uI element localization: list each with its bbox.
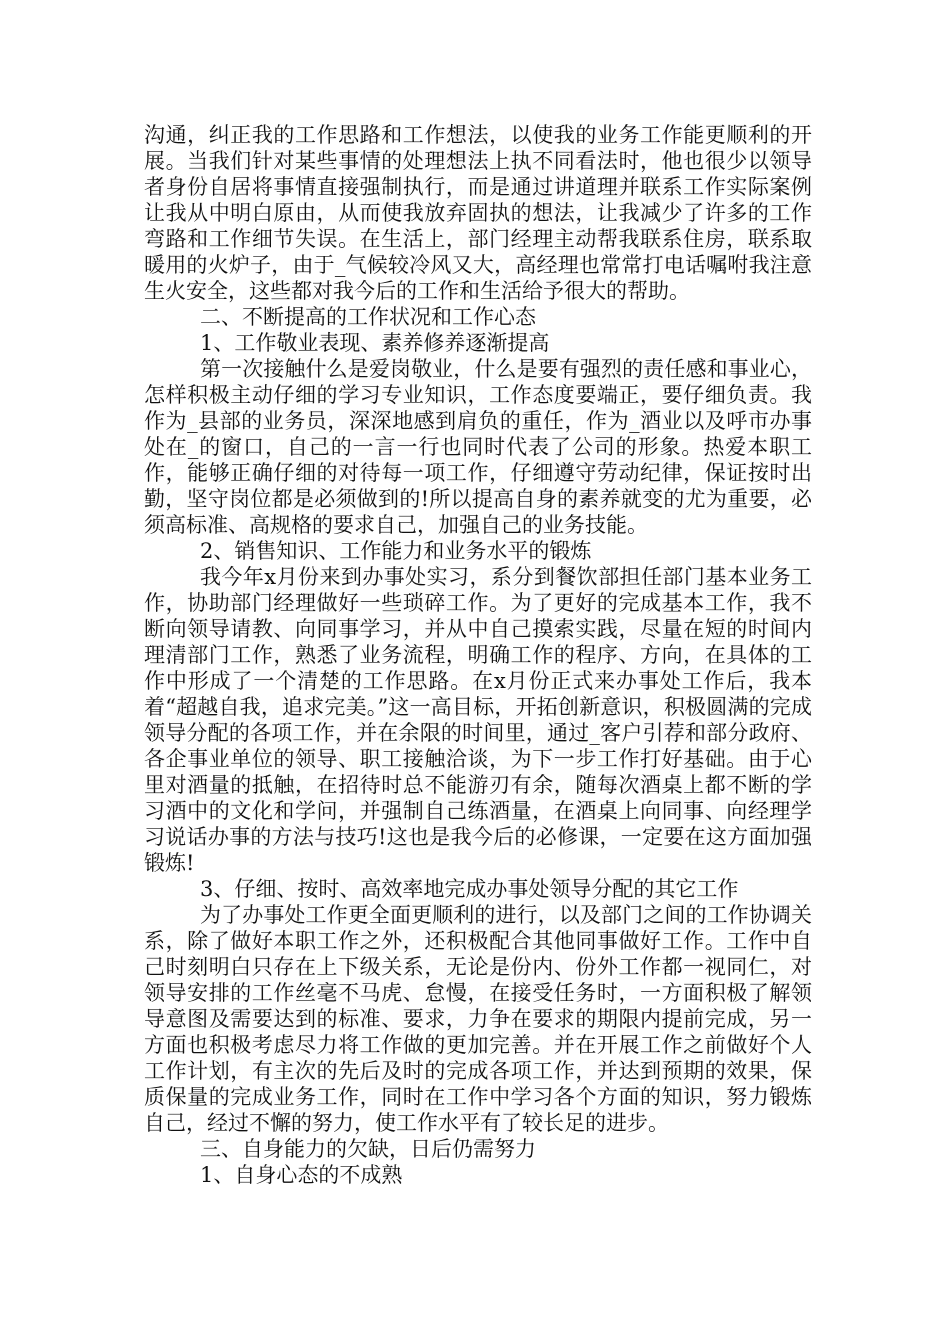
paragraph-communication: 沟通，纠正我的工作思路和工作想法，以使我的业务工作能更顺利的开展。当我们针对某些事情的处理想法上执不同看法时，他也很少以领导者身份自居将事情直接强制执行，而是通过讲道理并联系工作实际案例让我从中明白原由，从而使我放弃固执的想法，让我减少了许多的工作弯路和工作细节失误。在生活上，部门经理主动帮我联系住房，联系取暖用的火炉子，由于_气候较冷风又大，高经理也常常打电话嘱咐我注意生火安全，这些都对我今后的工作和生活给予很大的帮助。 [144,123,812,303]
paragraph-dedication: 第一次接触什么是爱岗敬业，什么是要有强烈的责任感和事业心，怎样积极主动仔细的学习专业知识，工作态度要端正，要仔细负责。我作为_县部的业务员，深深地感到肩负的重任，作为_酒业以及呼市办事处在_的窗口，自己的一言一行也同时代表了公司的形象。热爱本职工作，能够正确仔细的对待每一项工作，仔细遵守劳动纪律，保证按时出勤，坚守岗位都是必须做到的!所以提高自身的素养就变的尤为重要，必须高标准、高规格的要求自己，加强自己的业务技能。 [144,357,812,537]
subsection-heading-3-1: 1、自身心态的不成熟 [200,1163,403,1187]
document-page [144,122,812,1188]
paragraph-sales-training: 我今年x月份来到办事处实习，系分到餐饮部担任部门基本业务工作，协助部门经理做好一些琐碎工作。为了更好的完成基本工作，我不断向领导请教、向同事学习，并从中自己摸索实践，尽量在短的时间内理清部门工作，熟悉了业务流程，明确工作的程序、方向，在具体的工作中形成了一个清楚的工作思路。在x月份正式来办事处工作后，我本着“超越自我，追求完美。”这一高目标，开拓创新意识，积极圆满的完成领导分配的各项工作，并在余限的时间里，通过_客户引荐和部分政府、各企事业单位的领导、职工接触洽谈，为下一步工作打好基础。由于心里对酒量的抵触，在招待时总不能游刃有余，随每次酒桌上都不断的学习酒中的文化和学问，并强制自己练酒量，在酒桌上向同事、向经理学习说话办事的方法与技巧!这也是我今后的必修课，一定要在这方面加强锻炼! [144,565,812,875]
paragraph-other-work: 为了办事处工作更全面更顺利的进行，以及部门之间的工作协调关系，除了做好本职工作之外，还积极配合其他同事做好工作。工作中自己时刻明白只存在上下级关系，无论是份内、份外工作都一视同仁，对领导安排的工作丝毫不马虎、怠慢，在接受任务时，一方面积极了解领导意图及需要达到的标准、要求，力争在要求的期限内提前完成，另一方面也积极考虑尽力将工作做的更加完善。并在开展工作之前做好个人工作计划，有主次的先后及时的完成各项工作，并达到预期的效果，保质保量的完成业务工作，同时在工作中学习各个方面的知识，努力锻炼自己，经过不懈的努力，使工作水平有了较长足的进步。 [144,903,812,1135]
subsection-heading-2-1: 1、工作敬业表现、素养修养逐渐提高 [200,331,550,355]
section-heading-3: 三、自身能力的欠缺，日后仍需努力 [200,1137,536,1161]
section-heading-2: 二、不断提高的工作状况和工作心态 [200,305,536,329]
subsection-heading-2-2: 2、销售知识、工作能力和业务水平的锻炼 [200,539,592,563]
subsection-heading-2-3: 3、仔细、按时、高效率地完成办事处领导分配的其它工作 [200,877,739,901]
